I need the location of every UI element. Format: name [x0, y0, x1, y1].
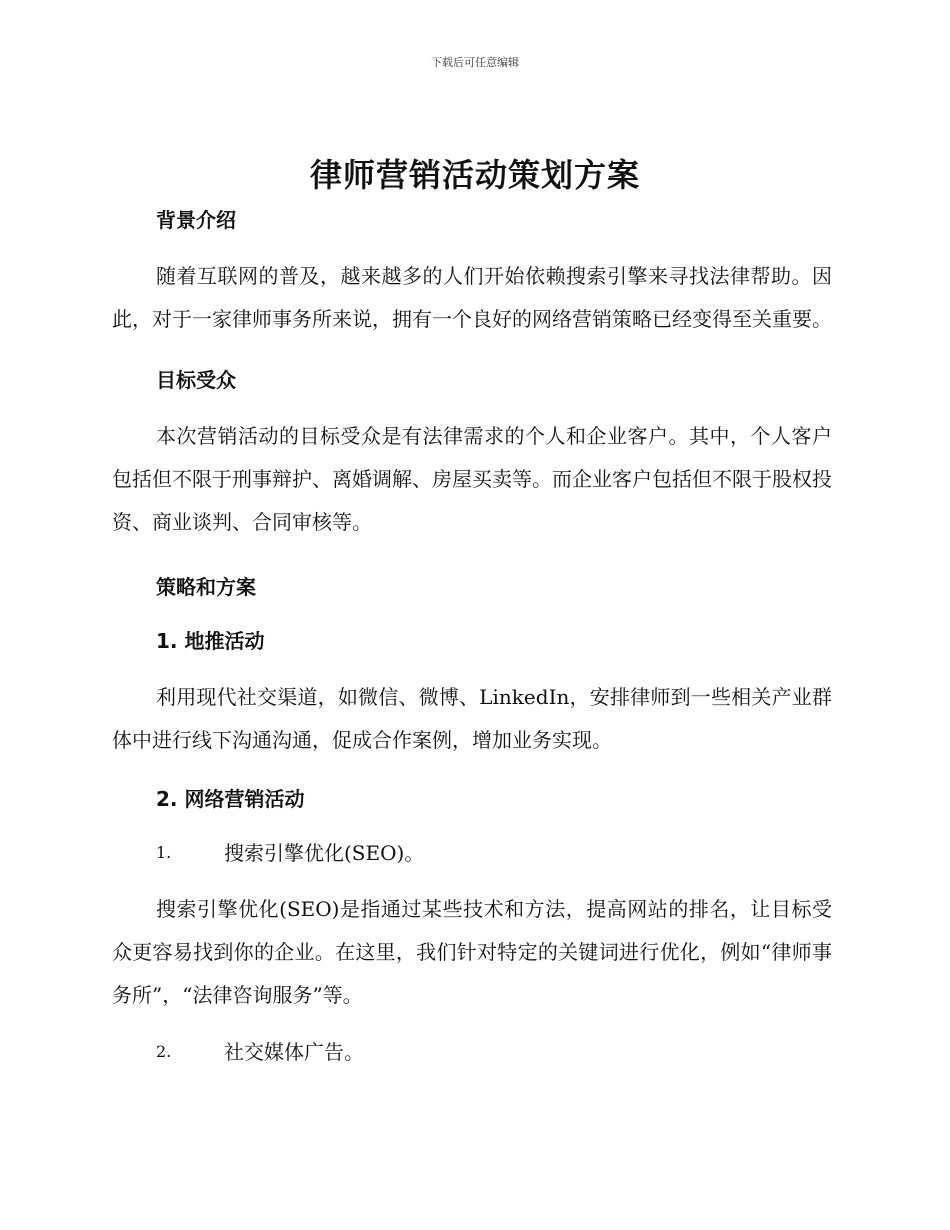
section-heading-online: 2. 网络营销活动	[156, 787, 305, 811]
list-item-social-ads	[112, 1035, 832, 1069]
paragraph-background: 随着互联网的普及，越来越多的人们开始依赖搜索引擎来寻找法律帮助。因此，对于一家律师事务所来说，拥有一个良好的网络营销策略已经变得至关重要。	[112, 264, 832, 331]
list-item-label: 社交媒体广告。	[224, 1040, 364, 1064]
document-title: 律师营销活动策划方案	[309, 156, 640, 194]
header-note: 下载后可任意编辑	[431, 56, 519, 69]
list-item-seo	[112, 836, 832, 870]
section-heading-background: 背景介绍	[156, 208, 236, 232]
paragraph-seo: 搜索引擎优化(SEO)是指通过某些技术和方法，提高网站的排名，让目标受众更容易找到你的企业。在这里，我们针对特定的关键词进行优化，例如“律师事务所”，“法律咨询服务”等。	[112, 897, 832, 1007]
section-heading-audience: 目标受众	[156, 368, 236, 392]
document-body	[112, 203, 832, 1069]
paragraph-ground: 利用现代社交渠道，如微信、微博、LinkedIn，安排律师到一些相关产业群体中进行线下沟通沟通，促成合作案例，增加业务实现。	[112, 685, 832, 752]
section-heading-strategy: 策略和方案	[156, 575, 256, 599]
list-number: 2.	[156, 1042, 172, 1061]
list-item-label: 搜索引擎优化(SEO)。	[224, 841, 425, 865]
list-number: 1.	[156, 843, 172, 862]
paragraph-audience: 本次营销活动的目标受众是有法律需求的个人和企业客户。其中，个人客户包括但不限于刑事辩护、离婚调解、房屋买卖等。而企业客户包括但不限于股权投资、商业谈判、合同审核等。	[112, 424, 832, 534]
section-heading-ground: 1. 地推活动	[156, 629, 265, 653]
